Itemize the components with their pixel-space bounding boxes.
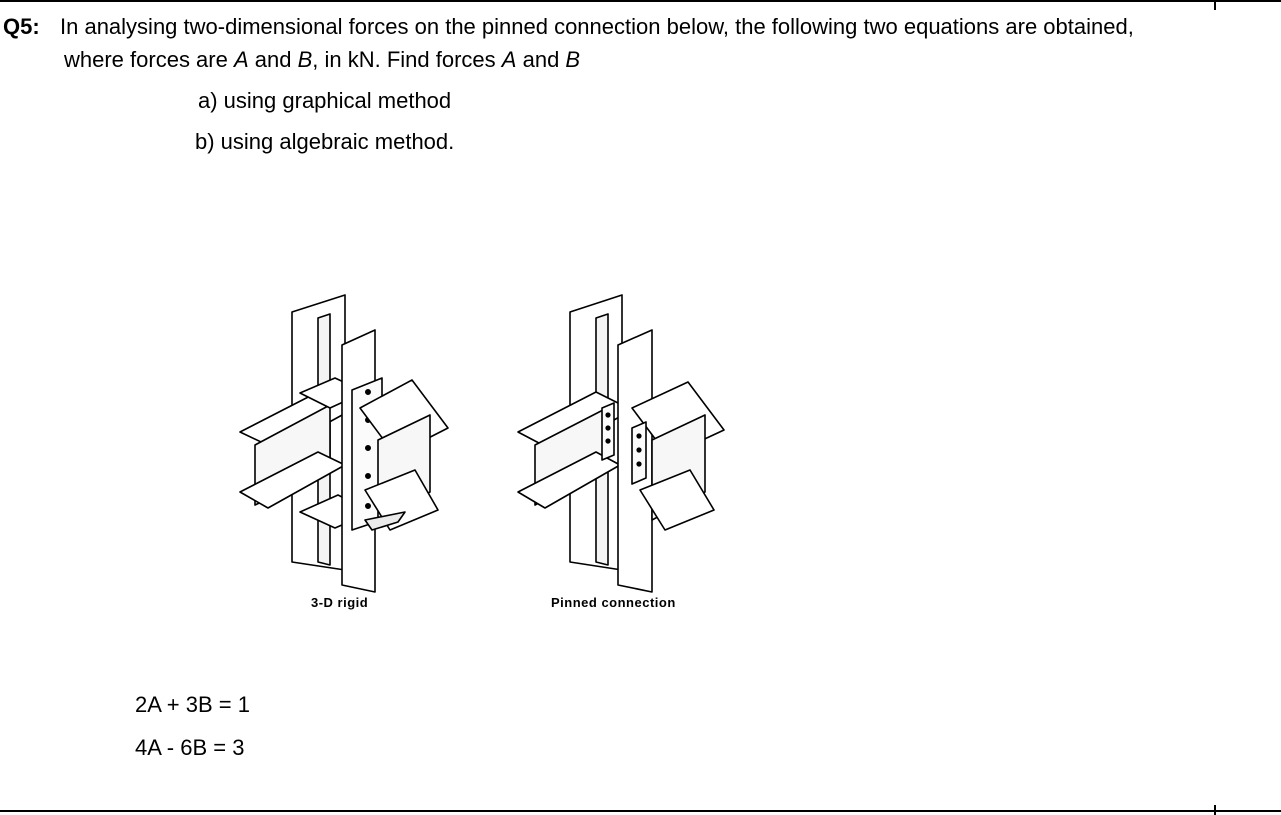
var-b-2: B <box>565 47 581 72</box>
question-line-2 <box>64 47 580 73</box>
top-rule-tick <box>1214 0 1216 10</box>
question-line-1: In analysing two-dimensional forces on the pinned connection below, the following two equations are obtained, <box>60 14 1134 39</box>
bottom-rule-tick <box>1214 805 1216 815</box>
var-a: A <box>233 47 249 72</box>
rigid-connection-drawing <box>240 295 448 592</box>
line2-mid: , in kN. Find forces <box>312 47 502 72</box>
line2-prefix: where forces are <box>64 47 234 72</box>
and-text-2: and <box>516 47 566 72</box>
part-a: a) using graphical method <box>198 88 452 113</box>
connection-figure <box>230 280 750 620</box>
equation-1: 2A + 3B = 1 <box>135 692 250 717</box>
and-text-1: and <box>248 47 298 72</box>
var-a-2: A <box>501 47 517 72</box>
bottom-rule <box>0 810 1281 812</box>
var-b: B <box>297 47 313 72</box>
part-b: b) using algebraic method. <box>195 129 455 154</box>
caption-pinned: Pinned connection <box>551 595 676 610</box>
caption-rigid: 3-D rigid <box>311 595 369 610</box>
question-number: Q5: <box>3 14 40 39</box>
top-rule <box>0 0 1281 2</box>
pinned-connection-drawing <box>518 295 724 592</box>
equation-2: 4A - 6B = 3 <box>135 735 245 760</box>
